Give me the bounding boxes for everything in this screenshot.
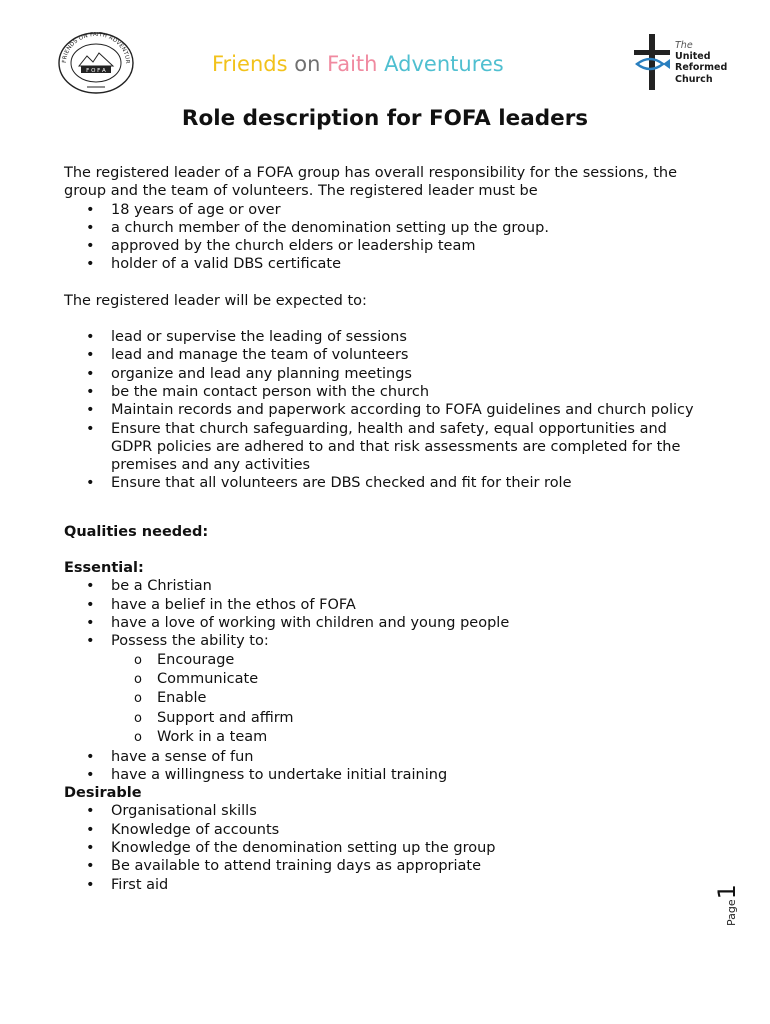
list-item: • be a Christian: [64, 577, 704, 595]
brand-friends: Friends: [212, 52, 288, 76]
list-item: • First aid: [64, 876, 704, 894]
page-label: Page: [725, 899, 738, 926]
expected-intro: The registered leader will be expected to:: [64, 292, 367, 309]
list-item: • Knowledge of the denomination setting up the group: [64, 839, 704, 857]
list-item: • have a willingness to undertake initial training: [64, 766, 704, 784]
expectations-list: [64, 328, 704, 493]
desirable-list: [64, 802, 704, 893]
essential-list: [64, 577, 704, 650]
brand-on: on: [294, 52, 321, 76]
svg-text:FRIENDS ON FAITH ADVENTURES: [57, 32, 130, 64]
fofa-logo-center-text: F O F A: [86, 68, 106, 74]
essential-more-list: [64, 748, 704, 785]
fofa-logo: [57, 32, 135, 94]
sub-list-item: o Communicate: [64, 670, 704, 689]
urc-logo-text: [675, 40, 727, 85]
sub-list-item: o Support and affirm: [64, 709, 704, 728]
cross-fish-icon: [630, 32, 674, 92]
urc-line-3: Church: [675, 73, 713, 85]
urc-the: The: [675, 40, 693, 51]
list-item: • approved by the church elders or leadership team: [64, 237, 704, 255]
requirements-list: [64, 201, 704, 274]
list-item: • Maintain records and paperwork according to FOFA guidelines and church policy: [64, 401, 704, 419]
list-item: • Ensure that all volunteers are DBS checked and fit for their role: [64, 474, 704, 492]
page-number: [713, 872, 746, 926]
page-digit: 1: [713, 884, 741, 900]
document-title: Role description for FOFA leaders: [181, 106, 589, 131]
fofa-logo-arc-text: FRIENDS ON FAITH ADVENTUR: [61, 32, 131, 64]
urc-logo: [630, 32, 728, 92]
list-item: • Organisational skills: [64, 802, 704, 820]
list-item: • Ensure that church safeguarding, health and safety, equal opportunities and GDPR policies are adhered to and that risk assessments are completed for the premises and any activities: [64, 420, 704, 475]
sub-list-item: o Encourage: [64, 651, 704, 670]
list-item: • have a belief in the ethos of FOFA: [64, 596, 704, 614]
list-item: • lead or supervise the leading of sessions: [64, 328, 704, 346]
sub-list-item: o Work in a team: [64, 728, 704, 747]
list-item: • have a love of working with children and young people: [64, 614, 704, 632]
list-item: • lead and manage the team of volunteers: [64, 346, 704, 364]
list-item: • Be available to attend training days as appropriate: [64, 857, 704, 875]
list-item: • holder of a valid DBS certificate: [64, 255, 704, 273]
brand-faith: Faith: [327, 52, 378, 76]
sub-list-item: o Enable: [64, 689, 704, 708]
brand-adventures: Adventures: [384, 52, 504, 76]
list-item: • have a sense of fun: [64, 748, 704, 766]
document-body: [64, 164, 704, 894]
list-item: • Possess the ability to:: [64, 632, 704, 650]
brand-title: [212, 51, 504, 77]
urc-line-1: United: [675, 51, 711, 63]
list-item: • 18 years of age or over: [64, 201, 704, 219]
abilities-list: [64, 651, 704, 748]
list-item: • organize and lead any planning meetings: [64, 365, 704, 383]
list-item: • a church member of the denomination setting up the group.: [64, 219, 704, 237]
list-item: • Knowledge of accounts: [64, 821, 704, 839]
intro-paragraph: The registered leader of a FOFA group has overall responsibility for the sessions, the group and the team of volunteers. The registered leader must be: [64, 165, 677, 200]
qualities-heading: Qualities needed:: [64, 523, 209, 540]
list-item: • be the main contact person with the church: [64, 383, 704, 401]
desirable-heading: Desirable: [64, 785, 142, 802]
essential-heading: Essential:: [64, 560, 144, 577]
urc-line-2: Reformed: [675, 62, 728, 74]
